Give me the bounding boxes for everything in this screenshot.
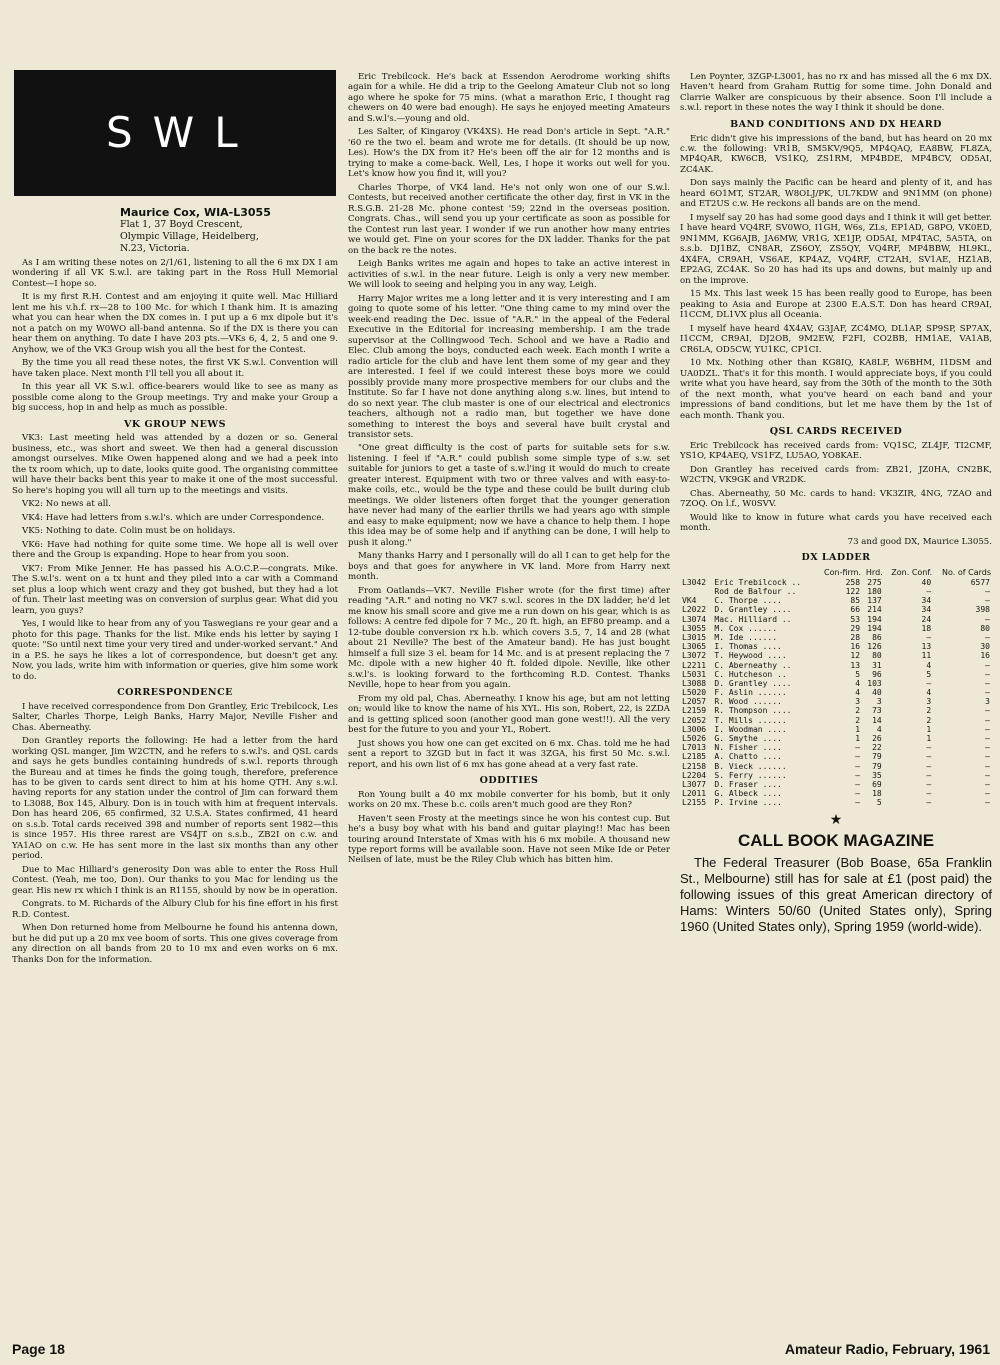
paragraph: Les Salter, of Kingaroy (VK4XS). He read Don's article in Sept. "A.R." '60 re the two el. beam and wrote me for details. (It should be up now, Les). How's the DX from it? He's been off the air for 12 months and is trying to make a come-back. Well, Les, I hope it works out well for you. Let's know how you find it, will you?: [348, 127, 670, 180]
table-row: [680, 762, 992, 771]
table-row: [680, 743, 992, 752]
table-cell: —: [985, 596, 990, 606]
table-cell: 4: [926, 688, 932, 698]
table-cell: R. Thompson ....: [714, 706, 792, 716]
paragraph: Many thanks Harry and I personally will do all I can to get help for the boys and that goes for anywhere in VK land. More from Harry next month.: [348, 551, 670, 583]
table-cell: 275: [867, 577, 882, 587]
table-cell: 53: [850, 614, 861, 624]
paragraph: I myself say 20 has had some good days and I think it will get better. I have heard VQ4RF, SV0WO, I1GH, W6s, ZLs, EP1AD, G8PO, VK0ED, 9N1MM, KG6AJB, JA6MW, VR1G, XE1JP, OD5AI, MP4TAC, 5A5TA, on s.s.b. DJ1BZ, CN8AR, ZS6OY, ZS5QY, VQ4RF, MP4BBW, HL9KL, 4X4FA, CR9AH, VS6AE, KP4AZ, VQ4RF, CT2AH, SV1AE, HZ1AB, EP2AG, ZC4AK. So 20 has had its ups and downs, but mainly up and on the improve.: [680, 212, 992, 286]
column-header: Con-firm.: [824, 567, 862, 577]
author-name: Maurice Cox, WIA-L3055: [120, 206, 271, 219]
table-row: [680, 688, 992, 697]
table-cell: 1: [855, 724, 861, 734]
table-cell: 13: [850, 660, 861, 670]
table-cell: —: [926, 770, 932, 780]
paragraph: Don Grantley reports the following: He had a letter from the hard working QSL manger, Jim W2CTN, and he refers to s.w.l's. and QSL cards and says he gets bundles containing hundreds of s.w.l. reports through the Bureau and at times he finds the going tough, therefore, preference has to be given to cards sent direct to him at his home QTH. Any s.w.l. having reports for any station under the control of Jim can forward them to L3088, Box 145, Albury. Don is in touch with him at frequent intervals. Don has heard 206, 65 confirmed, 32 U.S.A. States confirmed, 41 heard on s.s.b. Total cards received 398 and number of reports sent 1982—this is since 1957. His three rarest are VS4JT on s.s.b., ZB2I on c.w. and YA1AO on c.w. He has sent more in the last six months than any other period.: [12, 736, 338, 862]
table-cell: L3077: [682, 779, 707, 789]
paragraph: I have received correspondence from Don Grantley, Eric Trebilcock, Les Salter, Charles Thorpe, Leigh Banks, Harry Major, Neville Fisher and Chas. Aberneathy.: [12, 701, 338, 733]
table-cell: T. Mills ......: [714, 715, 787, 725]
table-cell: —: [985, 614, 990, 624]
table-cell: —: [926, 678, 932, 688]
table-cell: L3015: [682, 632, 707, 642]
author-block: [120, 206, 335, 254]
table-cell: F. Aslin ......: [714, 688, 787, 698]
table-cell: 3: [855, 697, 861, 707]
paragraph: Don says mainly the Pacific can be heard and plenty of it, and has heard 6O1MT, ST2AR, W8OLJ/PK, UL7KDW and 9N1MM (on phone) and ET2US c.w. He reckons all bands are on the mend.: [680, 178, 992, 210]
section-heading: DX LADDER: [801, 552, 871, 564]
table-cell: 24: [921, 614, 932, 624]
author-address-line: Olympic Village, Heidelberg,: [120, 230, 259, 242]
paragraph: Due to Mac Hilliard's generosity Don was able to enter the Ross Hull Contest. (Yeah, me too, Don). Our thanks to you Mac for lending us the gear. His new rx which I think is an R1155, should by now be in operation.: [12, 864, 338, 896]
table-cell: 5: [876, 798, 882, 808]
column-header: [712, 567, 817, 578]
table-cell: —: [985, 724, 990, 734]
table-header-row: [680, 567, 992, 578]
table-row: [680, 679, 992, 688]
table-cell: —: [926, 752, 932, 762]
table-row: [680, 633, 992, 642]
paragraph: Harry Major writes me a long letter and it is very interesting and I am going to quote some of his letter. "One thing came to my mind over the week-end reading the Dec. issue of "A.R." in the appeal of the Federal Executive in the Editorial for increasing membership. I am the trade supervisor at the Collingwood Tech. School and we have a Radio and Elec. Club among the boys, conducted each week. Each month I write a radio article for the club and have lent them some of my gear and they are interested. I feel if we could interest these boys more we could possibly provide many more prospective members for our clubs and the Institute. So far I have not done anything along s.w. lines, but intend to do so next year. The club master is one of our electrical and electronics teachers, although not a radio man, but together we have done something to interest the boys and several have built crystal and transistor sets.: [348, 293, 670, 440]
paragraph: VK3: Last meeting held was attended by a dozen or so. General business, etc., was short and sweet. We then had a general discussion amongst ourselves. Mike Owen happened along and we had a peek into the tx room which, up to date, looks quite good. The organising committee will have their backs bent this year to make it one of the most successful. So here's hoping you will all turn up to the meetings and visits.: [12, 433, 339, 496]
table-cell: 14: [872, 715, 882, 725]
paragraph: VK6: Have had nothing for quite some time. We hope all is well over there and the Group is expanding. Hope to hear from you soon.: [12, 539, 338, 561]
table-cell: I. Thomas ....: [714, 642, 782, 652]
table-row: [680, 780, 992, 789]
table-cell: 194: [867, 614, 882, 624]
table-cell: Mac. Hilliard ..: [714, 614, 792, 624]
table-cell: 40: [872, 688, 882, 698]
section-heading: ODDITIES: [479, 775, 539, 786]
paragraph: By the time you all read these notes, the first VK S.w.l. Convention will have taken place. Next month I'll tell you all about it.: [12, 358, 338, 379]
column-header: Zon. Conf.: [891, 567, 933, 577]
table-cell: 4: [855, 678, 861, 688]
table-cell: 4: [855, 688, 861, 698]
table-cell: —: [985, 761, 990, 771]
table-cell: 3: [876, 697, 882, 707]
table-cell: L2022: [682, 605, 707, 615]
dx-ladder-body: [680, 578, 992, 808]
table-cell: I. Woodman ....: [714, 724, 787, 734]
table-cell: 79: [872, 761, 882, 771]
table-row: [680, 615, 992, 624]
table-row: [680, 587, 992, 596]
table-cell: 66: [850, 605, 861, 615]
table-cell: —: [985, 587, 990, 596]
table-cell: 1: [926, 734, 932, 743]
table-row: [680, 624, 992, 633]
table-row: [680, 697, 992, 706]
table-row: [680, 578, 992, 587]
table-cell: —: [985, 706, 990, 716]
paragraph: Leigh Banks writes me again and hopes to take an active interest in activities of s.w.l. in the near future. Leigh is only a very new member. We will look to seeing and helping you in any way, Leigh.: [348, 259, 670, 291]
table-cell: L5026: [682, 734, 707, 743]
paragraph: "One great difficulty is the cost of parts for suitable sets for s.w. listening. I feel if "A.R." could publish some simple type of s.w. set suitable for juniors to get a taste of s.w.l'ing it would do much to create greater interest. Equipment with two or three valves and with easy-to-make coils, etc., would be the type and these could be built during club meetings. We older listeners often forget that the younger generation have never had many of the earlier thrills we had years ago with simple and easy to make equipment; now we have a chance to help them. I hope this idea may be of some help and if anything can be done, I will help to push it along.": [348, 443, 670, 548]
table-cell: T. Heywood ....: [714, 651, 787, 661]
table-cell: 16: [850, 642, 861, 652]
table-cell: —: [926, 587, 932, 596]
table-cell: —: [985, 779, 990, 789]
paragraph: Chas. Aberneathy, 50 Mc. cards to hand: VK3ZIR, 4NG, 7ZAO and 7ZOQ. On l.f., W0SVV.: [680, 488, 992, 510]
paragraph: Congrats. to M. Richards of the Albury Club for his fine effort in his first R.D. Contest.: [12, 899, 338, 920]
paragraph: VK7: From Mike Jenner. He has passed his A.O.C.P.—congrats. Mike. The S.w.l's. went on a tx hunt and they piled into a car with a Command set plus a loop which went crazy and they got bushed, but they had a lot of fun. Their last meeting was on conversion of surplus gear. What did you learn, you guys?: [12, 563, 338, 616]
paragraph: From Oatlands—VK7. Neville Fisher wrote (for the first time) after reading "A.R." and noting no VK7 s.w.l. scores in the DX ladder, he'd let me know his small score and give me a run down on his gear, which is as follows: A centre fed dipole for 7 Mc., 20 ft. high, an EF80 preamp. and a 12-tube double conversion rx h.b. which covers 3.5, 7, 14 and 28 (what about 21 Neville? The best of the Amateur band). He has just bought himself a full size 3 el. beam for 14 Mc. and is at present replacing the 7 Mc. dipole with a new higher 40 ft. folded dipole. Neville, like other s.w.l's. is looking forward to the forthcoming R.D. Contest. Thanks Neville, hope to hear from you again.: [348, 585, 670, 691]
table-cell: —: [855, 752, 861, 762]
table-row: [680, 596, 992, 605]
table-cell: P. Irvine ....: [714, 798, 782, 808]
table-cell: 80: [980, 623, 990, 633]
table-cell: D. Grantley ....: [714, 605, 792, 615]
table-cell: —: [855, 761, 861, 771]
table-cell: 180: [867, 587, 882, 596]
table-cell: 122: [845, 587, 861, 596]
table-row: [680, 798, 992, 807]
table-cell: 18: [872, 789, 882, 799]
table-cell: —: [985, 798, 990, 808]
table-cell: 4: [926, 660, 932, 670]
table-cell: N. Fisher ....: [714, 743, 782, 753]
column-header: [680, 567, 712, 578]
table-cell: S. Ferry ......: [714, 770, 787, 780]
paragraph: In this year all VK S.w.l. office-bearers would like to see as many as possible come along to the Group meetings. Try and make your Group a big success, hop in and help as much as possible.: [12, 382, 338, 414]
table-row: [680, 661, 992, 670]
table-cell: B. Vieck ......: [714, 761, 787, 771]
table-cell: L7013: [682, 743, 707, 753]
table-cell: M. Ide ......: [714, 632, 778, 642]
signoff: 73 and good DX, Maurice L3055.: [847, 536, 992, 547]
table-cell: 80: [872, 651, 882, 661]
table-cell: 126: [867, 642, 882, 652]
table-cell: —: [855, 743, 861, 753]
table-cell: 3: [985, 697, 990, 707]
table-cell: —: [985, 678, 990, 688]
section-heading: BAND CONDITIONS AND DX HEARD: [730, 118, 942, 130]
table-cell: 2: [855, 715, 861, 725]
table-cell: 35: [872, 770, 882, 780]
table-cell: 103: [867, 678, 882, 688]
table-cell: L2158: [682, 761, 707, 771]
table-cell: 5: [926, 669, 932, 679]
table-row: [680, 642, 992, 651]
table-cell: 96: [872, 669, 882, 679]
paragraph: It is my first R.H. Contest and am enjoying it quite well. Mac Hilliard lent me his v.h.f. rx—28 to 100 Mc. for which I thank him. It is amazing what you can hear when the DX comes in. I put up a 6 mx dipole but it's not a patch on my W0WO all-band antenna. So if the DX is there you can hear them on anything. To date I have 203 pts.—VKs 6, 4, 2, 5 and one 9. Anyhow, we of the VK3 Group wish you all the best for the Contest.: [12, 292, 338, 355]
star-divider-icon: ★: [829, 811, 843, 828]
table-cell: 1: [855, 734, 861, 743]
table-cell: C. Aberneathy ..: [714, 660, 792, 670]
table-cell: L2155: [682, 798, 707, 808]
paragraph: 10 Mx. Nothing other than KG8IQ, KA8LF, W6BHM, I1DSM and UA0DZL. That's it for this month. I would appreciate boys, if you could write what you have heard, say from the 30th of the month to the 30th of the next month, what you've heard on each band and your impressions of band conditions, but let me have them by the 1st of each month. Thank you.: [680, 358, 992, 421]
table-cell: 86: [872, 632, 882, 642]
call-book-text: The Federal Treasurer (Bob Boase, 65a Franklin St., Melbourne) still has for sale at £1 (post paid) the following issues of this great American directory of Hams: Winters 50/60 (United States only), Spring 1960 (United States only), Spring 1959 (world-wide).: [680, 855, 992, 934]
table-cell: L2011: [682, 789, 707, 799]
paragraph: Len Poynter, 3ZGP-L3001, has no rx and has missed all the 6 mx DX. Haven't heard from Graham Ruttig for some time. John Donald and Clarrie Walker are conspicuous by their absence. Soon I'll include a s.w.l. report in these notes the way I think it should be done.: [680, 72, 992, 114]
table-cell: —: [926, 789, 932, 799]
table-cell: L3006: [682, 724, 707, 734]
table-cell: L3065: [682, 642, 707, 652]
table-cell: G. Smythe ....: [714, 734, 782, 743]
table-cell: 73: [872, 706, 882, 716]
table-cell: L3072: [682, 651, 707, 661]
table-cell: 79: [872, 752, 882, 762]
table-cell: L3088: [682, 678, 707, 688]
table-cell: L2185: [682, 752, 707, 762]
table-row: [680, 752, 992, 761]
table-cell: —: [985, 715, 990, 725]
table-cell: —: [985, 770, 990, 780]
table-cell: 34: [921, 605, 932, 615]
section-heading: QSL CARDS RECEIVED: [769, 426, 903, 438]
paragraph: As I am writing these notes on 2/1/61, listening to all the 6 mx DX I am wondering if all VK S.w.l. are taking part in the Ross Hull Memorial Contest—I hope so.: [12, 258, 338, 289]
table-cell: A. Chatto ....: [714, 752, 782, 762]
table-cell: —: [985, 669, 990, 679]
table-cell: 85: [850, 596, 861, 606]
table-cell: D. Fraser ....: [714, 779, 782, 789]
table-cell: L2204: [682, 770, 707, 780]
table-cell: 22: [872, 743, 882, 753]
table-cell: L2052: [682, 715, 707, 725]
column-3: [680, 72, 992, 1309]
publication-footer: Amateur Radio, February, 1961: [784, 1341, 990, 1357]
column-header: No. of Cards: [942, 567, 991, 577]
author-address-line: N.23, Victoria.: [120, 242, 190, 254]
table-cell: Rod de Balfour ..: [714, 587, 797, 596]
table-cell: 137: [867, 596, 882, 606]
paragraph: Eric Trebilcock has received cards from: VQ1SC, ZL4JF, TI2CMF, YS1O, KP4AEQ, VS1FZ, LU5AO, YO8KAE.: [680, 440, 992, 462]
table-cell: L2057: [682, 697, 707, 707]
paragraph: Eric Trebilcock. He's back at Essendon Aerodrome working shifts again for a while. He did a trip to the Geelong Amateur Club not so long ago where he spoke for 75 mins. (what a marathon Eric, I thought rag chewers on 40 were bad enough). He says he enjoyed meeting Amateurs and S.w.l's.—young and old.: [348, 72, 670, 124]
paragraph: 15 Mx. This last week 15 has been really good to Europe, has been peaking to Asia and Europe at 2300 E.A.S.T. Don has heard CR9AI, I1CCM, DL1VX plus all Oceania.: [680, 289, 992, 321]
table-cell: 6577: [970, 577, 990, 587]
paragraph: Charles Thorpe, of VK4 land. He's not only won one of our S.w.l. Contests, but received another certificate the other day, first in VK in the R.S.G.B. 21-28 Mc. phone contest '59; 22nd in the overseas position. Congrats. Chas., will send you up your certificate as soon as possible for the Contest run last year. I wonder if we run another how many entries we would get. Fine on your scores for the DX ladder. Thanks for the pat on the back re the notes.: [348, 182, 670, 256]
table-cell: 29: [850, 623, 861, 633]
table-cell: C. Hutcheson ..: [714, 669, 787, 679]
table-cell: 258: [845, 577, 861, 587]
table-cell: —: [926, 632, 932, 642]
table-cell: L2159: [682, 706, 707, 716]
paragraph: I myself have heard 4X4AV, G3JAF, ZC4MO, DL1AP, SP9SP, SP7AX, I1CCM, CR9AI, DJ2OB, 9M2EW, F2FI, CO2BB, HM1AE, VA1AB, CR6LA, OD5CW, YU1KC, CP1CI.: [680, 323, 992, 355]
table-cell: 12: [850, 651, 861, 661]
table-row: [680, 651, 992, 660]
table-cell: —: [985, 752, 990, 762]
table-cell: 26: [872, 734, 882, 743]
table-cell: L5031: [682, 669, 707, 679]
table-cell: 3: [926, 697, 932, 707]
table-cell: —: [985, 688, 990, 698]
table-cell: 2: [855, 706, 861, 716]
table-cell: —: [985, 660, 990, 670]
table-row: [680, 706, 992, 715]
table-cell: —: [985, 632, 990, 642]
table-cell: 2: [926, 715, 932, 725]
table-cell: 4: [876, 724, 882, 734]
paragraph: Don Grantley has received cards from: ZB21, JZ0HA, CN2BK, W2CTN, VK9GK and VR2DK.: [680, 464, 992, 486]
table-cell: 28: [850, 632, 861, 642]
table-cell: —: [855, 779, 861, 789]
table-cell: Eric Trebilcock ..: [714, 577, 802, 587]
table-cell: 214: [867, 605, 882, 615]
table-cell: 31: [872, 660, 882, 670]
table-cell: 2: [926, 706, 932, 716]
paragraph: VK5: Nothing to date. Colin must be on holidays.: [22, 526, 236, 537]
table-cell: —: [926, 743, 932, 753]
table-cell: 1: [926, 724, 932, 734]
table-cell: L3074: [682, 614, 707, 624]
paragraph: Would like to know in future what cards you have received each month.: [680, 512, 992, 534]
table-row: [680, 734, 992, 743]
table-cell: 18: [921, 623, 932, 633]
table-cell: L3042: [682, 577, 707, 587]
author-address-line: Flat 1, 37 Boyd Crescent,: [120, 219, 243, 231]
table-cell: 194: [867, 623, 882, 633]
table-cell: —: [855, 789, 861, 799]
table-cell: L3055: [682, 623, 707, 633]
paragraph: From my old pal, Chas. Aberneathy. I know his age, but am not letting on; would like to know the name of his XYL. His son, Robert, 22, is 2ZDA and is getting spliced soon (another good man gone west!!). All the very best for the future to you and your YL, Robert.: [348, 693, 670, 736]
table-cell: 30: [980, 642, 990, 652]
table-cell: —: [926, 779, 932, 789]
table-row: [680, 716, 992, 725]
dx-ladder-table: [680, 567, 992, 808]
table-row: [680, 670, 992, 679]
paragraph: VK4: Have had letters from s.w.l's. which are under Correspondence.: [22, 512, 325, 523]
table-cell: [680, 587, 712, 596]
table-row: [680, 771, 992, 780]
table-cell: 5: [855, 669, 861, 679]
table-cell: D. Grantley ....: [714, 678, 792, 688]
table-cell: —: [926, 798, 932, 808]
paragraph: Just shows you how one can get excited on 6 mx. Chas. told me he had sent a report to 3ZGD but in fact it was 3ZGA, his first 50 Mc. s.w.l. report, and his own list of 6 mx has gone ahead at a very fast rate.: [348, 738, 670, 770]
table-row: [680, 789, 992, 798]
table-cell: 69: [872, 779, 882, 789]
table-cell: —: [926, 761, 932, 771]
column-header: Hrd.: [865, 567, 883, 577]
table-cell: R. Wood ......: [714, 697, 782, 707]
table-cell: —: [985, 789, 990, 799]
section-heading: CORRESPONDENCE: [117, 687, 233, 699]
table-cell: L5020: [682, 688, 707, 698]
table-cell: —: [985, 743, 990, 753]
section-title-banner: [14, 70, 336, 196]
paragraph: Eric didn't give his impressions of the band, but has heard on 20 mx c.w. the following: VR1B, SM5KV/9Q5, MP4QAQ, EA8BW, FL8ZA, MP4QAR, KW6CB, VS1KQ, ZS1RM, MP4BDE, MP4BCV, OD5AI, ZC4AK.: [680, 133, 992, 175]
table-row: [680, 725, 992, 734]
page-number: Page 18: [12, 1341, 65, 1357]
paragraph: When Don returned home from Melbourne he found his antenna down, but he did put up a 20 mx vee boom of sorts. This one gives coverage from any direction on all bands from 20 to 10 mx and even works on 6 mx. Thanks Don for the information.: [12, 923, 338, 965]
table-cell: 16: [980, 651, 990, 661]
paragraph: Ron Young built a 40 mx mobile converter for his bomb, but it only works on 20 mx. These b.c. coils aren't much good are they Ron?: [348, 789, 670, 811]
table-cell: —: [985, 734, 990, 743]
column-1: [12, 258, 338, 968]
table-cell: M. Cox ......: [714, 623, 778, 633]
table-cell: 40: [921, 577, 932, 587]
paragraph: VK2: No news at all.: [22, 499, 111, 510]
section-title: SWL: [106, 108, 258, 157]
table-cell: C. Thorpe ....: [714, 596, 782, 606]
call-book-heading: CALL BOOK MAGAZINE: [737, 830, 935, 850]
table-row: [680, 605, 992, 614]
section-heading: VK GROUP NEWS: [124, 418, 226, 430]
table-cell: 34: [921, 596, 932, 606]
table-cell: VK4: [682, 596, 697, 606]
table-cell: 13: [921, 642, 932, 652]
table-cell: 11: [921, 651, 932, 661]
paragraph: Haven't seen Frosty at the meetings since he won his contest cup. But he's a busy boy what with his band and guitar playing!! Mac has been touring around Interstate of Xmas with his 6 mx mobile. A thousand new type report forms will be available soon. Have not seen Mike Ide or Peter Neilsen of late, must be the Riley Club which has bitten him.: [348, 813, 670, 866]
paragraph: Yes, I would like to hear from any of you Taswegians re your gear and a photo for this page. Thanks for the list. Mike ends his letter by saying I quote: "So until next time your very tired and under-worked servant." And in a P.S. he says he likes a lot of correspondence, but doesn't get any. Now, you lads, write him with information or queries, give him some work to do.: [12, 619, 338, 682]
table-cell: —: [855, 770, 861, 780]
table-cell: G. Albeck ....: [714, 789, 782, 799]
table-cell: —: [855, 798, 861, 808]
table-cell: 398: [975, 605, 990, 615]
column-2: [348, 72, 670, 1309]
table-cell: L2211: [682, 660, 707, 670]
